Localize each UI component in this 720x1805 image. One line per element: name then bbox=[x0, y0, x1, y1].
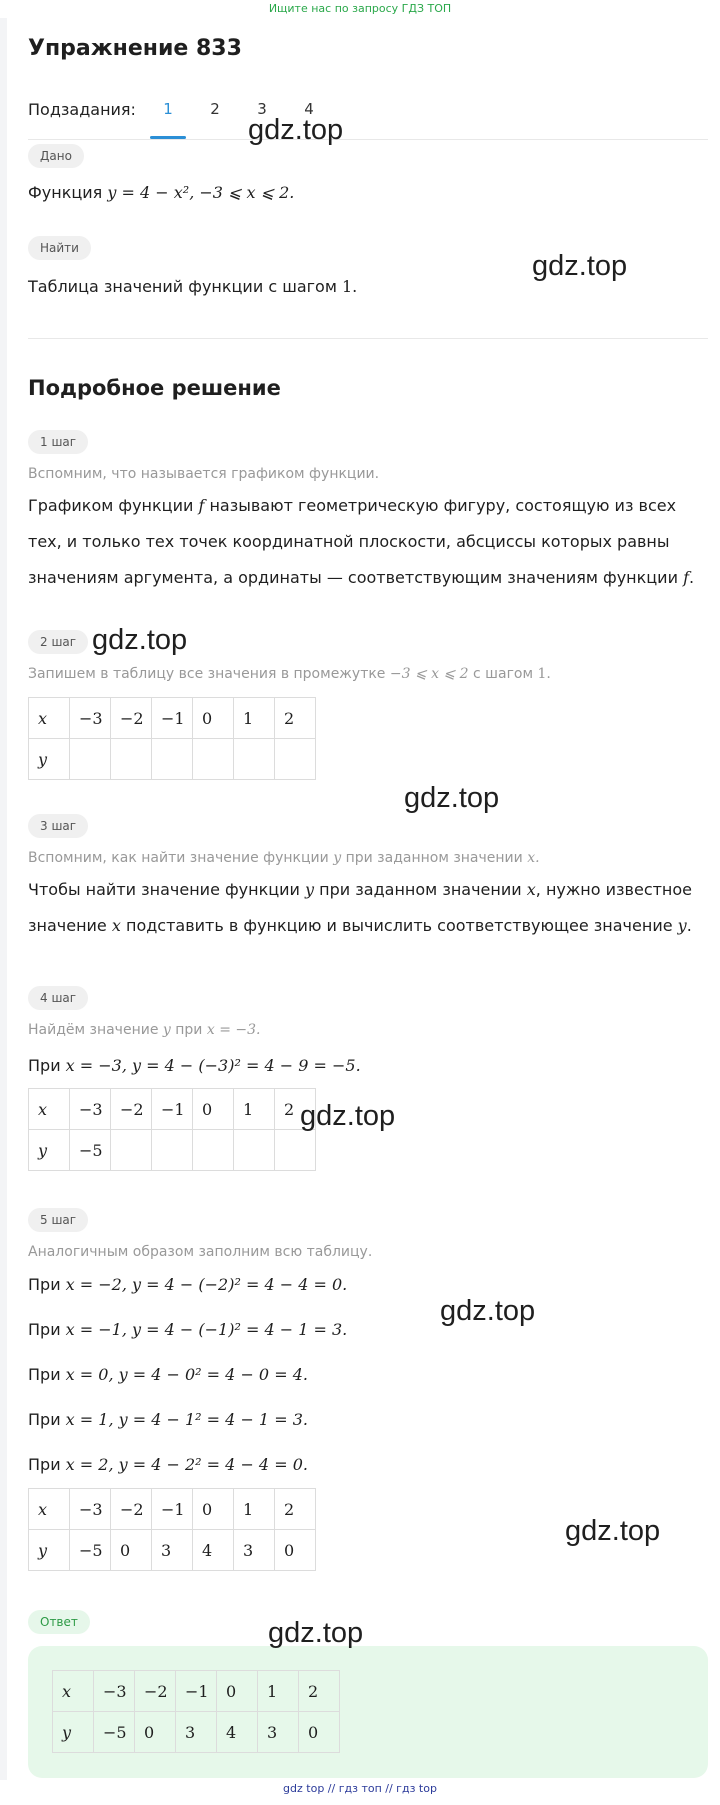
step-3-pill: 3 шаг bbox=[28, 814, 88, 838]
step-5-hint: Аналогичным образом заполним всю таблицу. bbox=[28, 1244, 373, 1260]
watermark: gdz.top bbox=[440, 1295, 536, 1327]
subtask-tab-2[interactable]: 2 bbox=[210, 100, 220, 118]
watermark: gdz.top bbox=[268, 1617, 364, 1649]
step-4-pill: 4 шаг bbox=[28, 986, 88, 1010]
active-tab-indicator bbox=[150, 136, 186, 139]
find-pill: Найти bbox=[28, 236, 91, 260]
step-1-pill: 1 шаг bbox=[28, 430, 88, 454]
table-row: x −3 −2 −1 0 1 2 bbox=[29, 1489, 316, 1530]
step-3-hint: Вспомним, как найти значение функции y при заданном значении x. bbox=[28, 850, 540, 866]
step-5-calc-1: При x = −2, y = 4 − (−2)² = 4 − 4 = 0. bbox=[28, 1275, 348, 1294]
find-text: Таблица значений функции с шагом 1. bbox=[28, 277, 358, 296]
given-pill: Дано bbox=[28, 144, 84, 168]
step-5-calc-5: При x = 2, y = 4 − 2² = 4 − 4 = 0. bbox=[28, 1455, 308, 1474]
step-5-calc-3: При x = 0, y = 4 − 0² = 4 − 0 = 4. bbox=[28, 1365, 308, 1384]
table-row: y bbox=[29, 739, 316, 780]
left-rail bbox=[0, 18, 7, 1780]
watermark: gdz.top bbox=[92, 624, 188, 656]
values-table-empty bbox=[28, 697, 316, 780]
footer-links[interactable]: gdz top // гдз топ // гдз top bbox=[283, 1782, 437, 1795]
solution-title: Подробное решение bbox=[28, 376, 281, 400]
watermark: gdz.top bbox=[565, 1515, 661, 1547]
answer-table bbox=[52, 1670, 340, 1753]
subtasks-label: Подзадания: bbox=[28, 100, 136, 119]
subtasks-bar bbox=[28, 88, 708, 140]
step-5-calc-2: При x = −1, y = 4 − (−1)² = 4 − 1 = 3. bbox=[28, 1320, 348, 1339]
answer-pill: Ответ bbox=[28, 1610, 90, 1634]
exercise-title: Упражнение 833 bbox=[28, 36, 242, 61]
subtask-tab-3[interactable]: 3 bbox=[257, 100, 267, 118]
step-2-pill: 2 шаг bbox=[28, 630, 88, 654]
values-table-partial bbox=[28, 1088, 316, 1171]
step-2-hint: Запишем в таблицу все значения в промежутке −3 ⩽ x ⩽ 2 с шагом 1. bbox=[28, 666, 551, 682]
top-banner: Ищите нас по запросу ГДЗ ТОП bbox=[268, 2, 452, 15]
table-row: y −5 0 3 4 3 0 bbox=[29, 1530, 316, 1571]
table-row: x −3 −2 −1 0 1 2 bbox=[53, 1671, 340, 1712]
watermark: gdz.top bbox=[248, 114, 344, 146]
given-formula: y = 4 − x², −3 ⩽ x ⩽ 2. bbox=[107, 183, 295, 202]
table-row: x −3 −2 −1 0 1 2 bbox=[29, 1089, 316, 1130]
watermark: gdz.top bbox=[300, 1100, 396, 1132]
watermark: gdz.top bbox=[404, 782, 500, 814]
subtask-tab-1[interactable]: 1 bbox=[163, 100, 173, 118]
watermark: gdz.top bbox=[532, 250, 628, 282]
section-divider bbox=[28, 338, 708, 339]
step-5-pill: 5 шаг bbox=[28, 1208, 88, 1232]
table-row: y −5 bbox=[29, 1130, 316, 1171]
values-table-full bbox=[28, 1488, 316, 1571]
step-4-calc: При x = −3, y = 4 − (−3)² = 4 − 9 = −5. bbox=[28, 1056, 361, 1075]
step-4-hint: Найдём значение y при x = −3. bbox=[28, 1022, 261, 1038]
table-row: x −3 −2 −1 0 1 2 bbox=[29, 698, 316, 739]
step-3-explanation: Чтобы найти значение функции y при заданном значении x, нужно известное значение x подставить в функцию и вычислить соответствующее значение y. bbox=[28, 880, 693, 935]
table-row: y −5 0 3 4 3 0 bbox=[53, 1712, 340, 1753]
step-1-hint: Вспомним, что называется графиком функции. bbox=[28, 466, 380, 482]
step-1-definition: Графиком функции f называют геометрическую фигуру, состоящую из всех тех, и только тех точек координатной плоскости, абсциссы которых равны значениям аргумента, а ординаты — соответствующим значениям функции f. bbox=[28, 496, 695, 587]
subtask-tab-4[interactable]: 4 bbox=[304, 100, 314, 118]
given-text: Функция y = 4 − x², −3 ⩽ x ⩽ 2. bbox=[28, 183, 295, 202]
answer-box bbox=[28, 1646, 708, 1778]
step-5-calc-4: При x = 1, y = 4 − 1² = 4 − 1 = 3. bbox=[28, 1410, 308, 1429]
